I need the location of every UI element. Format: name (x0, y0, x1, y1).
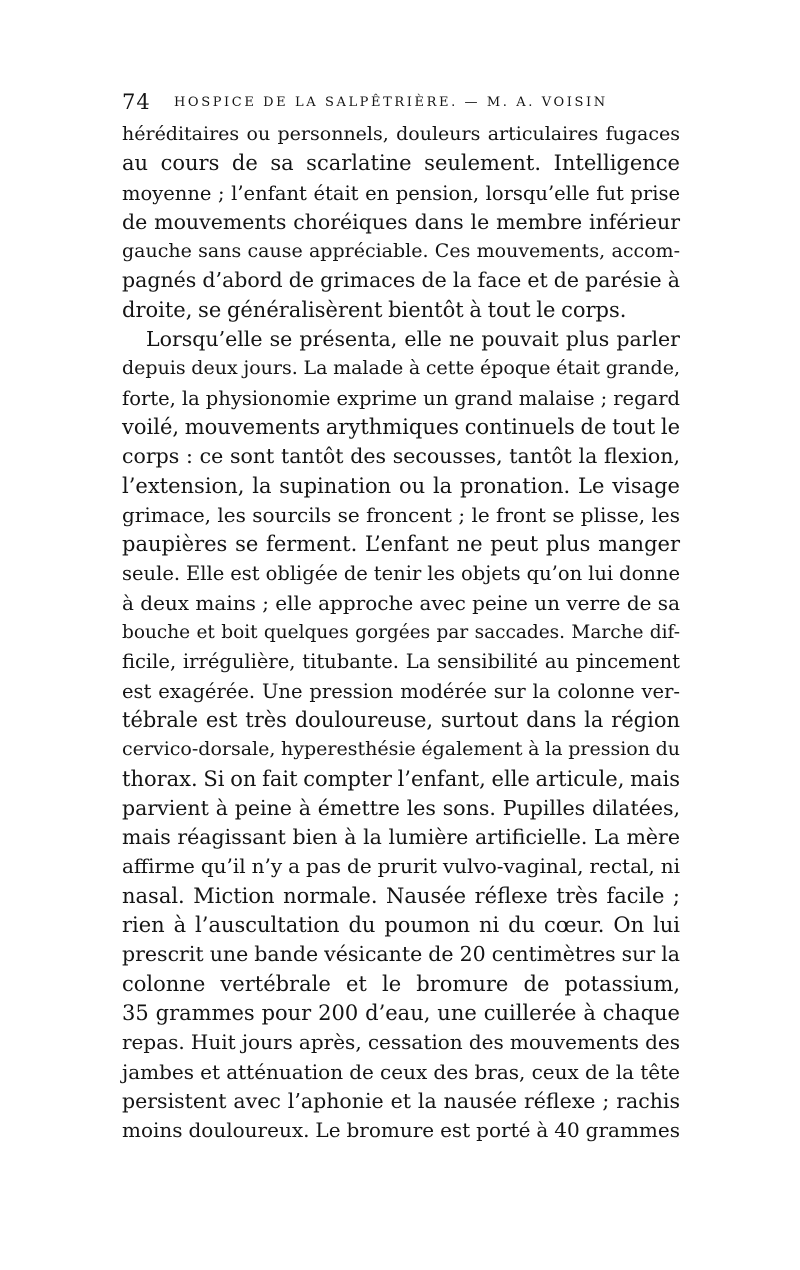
text-line: Lorsqu’elle se présenta, elle ne pouvait plus parler (146, 327, 680, 352)
text-line: héréditaires ou personnels, douleurs articulaires fugaces (122, 123, 680, 145)
page-number: 74 (122, 90, 151, 114)
text-line: grimace, les sourcils se froncent ; le front se plisse, les (122, 502, 680, 527)
text-line: bouche et boit quelques gorgées par saccades. Marche dif- (122, 622, 680, 644)
text-line: voilé, mouvements arythmiques continuels de tout le (122, 414, 680, 439)
text-line: est exagérée. Une pression modérée sur la colonne ver- (122, 679, 680, 703)
text-line: gauche sans cause appréciable. Ces mouvements, accom- (122, 240, 680, 263)
text-line: thorax. Si on fait compter l’enfant, elle articule, mais (122, 766, 680, 791)
text-line: 35 grammes pour 200 d’eau, une cuillerée à chaque (122, 1000, 680, 1025)
text-line: moins douloureux. Le bromure est porté à 40 grammes (122, 1118, 680, 1143)
running-head (122, 89, 682, 115)
text-line: tébrale est très douloureuse, surtout dans la région (122, 707, 680, 732)
running-title: HOSPICE DE LA SALPÊTRIÈRE. — M. A. VOISIN (174, 95, 608, 110)
text-line: prescrit une bande vésicante de 20 centimètres sur la (122, 942, 680, 967)
text-line: rien à l’auscultation du poumon ni du cœur. On lui (122, 913, 680, 938)
text-line: mais réagissant bien à la lumière artificielle. La mère (122, 825, 680, 850)
text-line: colonne vertébrale et le bromure de potassium, (122, 971, 680, 996)
text-line: parvient à peine à émettre les sons. Pupilles dilatées, (122, 795, 680, 820)
text-line: l’extension, la supination ou la pronation. Le visage (122, 473, 680, 498)
text-line: cervico-dorsale, hyperesthésie également à la pression du (122, 738, 680, 761)
text-line: seule. Elle est obligée de tenir les objets qu’on lui donne (122, 562, 680, 586)
text-line: repas. Huit jours après, cessation des mouvements des (122, 1030, 680, 1055)
text-line: corps : ce sont tantôt des secousses, tantôt la flexion, (122, 444, 680, 469)
text-line: à deux mains ; elle approche avec peine un verre de sa (122, 590, 680, 615)
text-line: droite, se généralisèrent bientôt à tout le corps. (122, 297, 627, 322)
text-line: jambes et atténuation de ceux des bras, ceux de la tête (122, 1059, 680, 1084)
text-line: forte, la physionomie exprime un grand malaise ; regard (122, 386, 680, 410)
text-line: paupières se ferment. L’enfant ne peut plus manger (122, 532, 680, 557)
text-line: de mouvements choréiques dans le membre inférieur (122, 209, 680, 234)
text-line: moyenne ; l’enfant était en pension, lorsqu’elle fut prise (122, 181, 680, 205)
text-line: affirme qu’il n’y a pas de prurit vulvo-vaginal, rectal, ni (122, 854, 680, 879)
body-text (122, 120, 680, 1145)
text-line: ficile, irrégulière, titubante. La sensibilité au pincement (122, 650, 680, 674)
text-line: depuis deux jours. La malade à cette époque était grande, (122, 357, 680, 380)
text-line: pagnés d’abord de grimaces de la face et de parésie à (122, 268, 680, 293)
text-line: persistent avec l’aphonie et la nausée réflexe ; rachis (122, 1088, 680, 1113)
text-line: nasal. Miction normale. Nausée réflexe très facile ; (122, 883, 680, 908)
text-line: au cours de sa scarlatine seulement. Intelligence (122, 151, 680, 176)
